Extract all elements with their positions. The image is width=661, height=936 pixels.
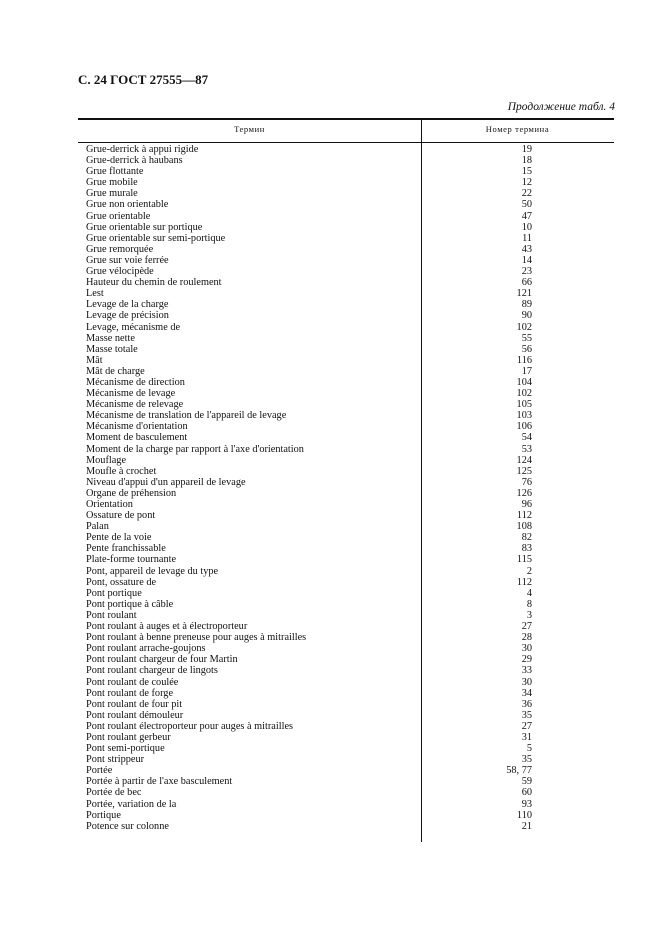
term-number-cell: 14 [521, 254, 532, 266]
term-number-cell: 47 [521, 210, 532, 222]
term-number-cell: 23 [521, 266, 532, 278]
table-row [86, 277, 532, 288]
table-row [86, 477, 532, 488]
term-number-cell: 96 [521, 499, 532, 510]
table-row [86, 299, 532, 310]
table-row [86, 399, 532, 410]
term-number-cell: 28 [521, 632, 532, 644]
table-row [86, 799, 532, 810]
term-number-cell: 43 [521, 243, 532, 255]
term-cell: Orientation [86, 499, 133, 510]
table-row [86, 554, 532, 565]
term-number-cell: 15 [521, 166, 532, 178]
table-row [86, 255, 532, 266]
term-number-cell: 35 [521, 754, 532, 766]
term-number-cell: 17 [521, 365, 532, 377]
table-row [86, 499, 532, 510]
term-number-cell: 108 [516, 521, 532, 533]
table-row [86, 643, 532, 654]
term-number-cell: 54 [521, 432, 532, 444]
table-header-rule [78, 142, 614, 143]
term-number-cell: 33 [521, 665, 532, 677]
term-cell: Pont roulant arrache-goujons [86, 643, 206, 655]
table-row [86, 310, 532, 321]
term-number-cell: 56 [521, 343, 532, 355]
term-cell: Pont, ossature de [86, 576, 157, 588]
table-row [86, 366, 532, 377]
term-number-cell: 82 [521, 532, 532, 544]
term-number-cell: 31 [521, 731, 532, 743]
term-cell: Pont strippeur [86, 754, 145, 766]
term-number-cell: 30 [521, 643, 532, 655]
table-row [86, 754, 532, 765]
table-row [86, 810, 532, 821]
term-cell: Mécanisme de levage [86, 388, 176, 400]
term-cell: Mécanisme de translation de l'appareil de levage [86, 410, 287, 422]
table-row [86, 721, 532, 732]
term-cell: Portique [86, 809, 121, 821]
table-row [86, 787, 532, 798]
term-cell: Portée de bec [86, 787, 142, 799]
table-row [86, 410, 532, 421]
table-row [86, 521, 532, 532]
table-row [86, 333, 532, 344]
term-cell: Mât [86, 354, 103, 366]
term-number-cell: 35 [521, 709, 532, 721]
term-cell: Grue vélocipède [86, 266, 154, 278]
table-row [86, 144, 532, 155]
term-number-cell: 124 [516, 454, 532, 466]
term-cell: Levage, mécanisme de [86, 321, 181, 333]
term-cell: Pont portique à câble [86, 598, 174, 610]
table-row [86, 188, 532, 199]
term-cell: Mécanisme de direction [86, 376, 185, 388]
term-cell: Pont roulant de four pit [86, 698, 183, 710]
table-row [86, 621, 532, 632]
table-row [86, 177, 532, 188]
table-row [86, 322, 532, 333]
table-row [86, 455, 532, 466]
term-cell: Moment de la charge par rapport à l'axe d'orientation [86, 443, 304, 455]
term-number-cell: 121 [516, 288, 532, 300]
table-row [86, 211, 532, 222]
term-cell: Grue-derrick à appui rigide [86, 144, 199, 155]
term-cell: Portée à partir de l'axe basculement [86, 776, 233, 788]
term-cell: Potence sur colonne [86, 820, 169, 832]
term-cell: Mécanisme d'orientation [86, 421, 188, 433]
table-row [86, 355, 532, 366]
term-number-cell: 11 [522, 232, 532, 244]
table-row [86, 688, 532, 699]
table-row [86, 488, 532, 499]
table-row [86, 821, 532, 832]
term-cell: Portée, variation de la [86, 798, 177, 810]
term-cell: Pont roulant à auges et à électroporteur [86, 621, 248, 633]
term-number-cell: 76 [521, 476, 532, 488]
term-cell: Grue flottante [86, 166, 144, 178]
table-row [86, 377, 532, 388]
table-row [86, 776, 532, 787]
term-cell: Grue remorquée [86, 243, 154, 255]
term-cell: Plate-forme tournante [86, 554, 177, 566]
term-cell: Pont roulant chargeur de four Martin [86, 654, 238, 666]
term-cell: Pont portique [86, 587, 142, 599]
table-row [86, 677, 532, 688]
term-cell: Masse totale [86, 343, 138, 355]
term-number-cell: 8 [526, 598, 532, 610]
term-number-cell: 34 [521, 687, 532, 699]
table-row [86, 432, 532, 443]
table-row [86, 566, 532, 577]
table-row [86, 288, 532, 299]
term-cell: Pont roulant démouleur [86, 709, 184, 721]
table-row [86, 466, 532, 477]
term-number-cell: 12 [521, 177, 532, 189]
term-number-cell: 105 [516, 399, 532, 411]
term-number-cell: 60 [521, 787, 532, 799]
table-row [86, 244, 532, 255]
term-cell: Organe de préhension [86, 487, 177, 499]
term-number-cell: 104 [516, 376, 532, 388]
table-row [86, 665, 532, 676]
term-number-cell: 59 [521, 776, 532, 788]
term-cell: Lest [86, 288, 104, 300]
table-row [86, 155, 532, 166]
term-cell: Mouflage [86, 454, 127, 466]
table-row [86, 732, 532, 743]
term-number-cell: 126 [516, 487, 532, 499]
term-number-cell: 66 [521, 277, 532, 289]
term-number-cell: 19 [521, 144, 532, 155]
term-number-cell: 89 [521, 299, 532, 311]
table-row [86, 510, 532, 521]
table-row [86, 699, 532, 710]
term-number-cell: 27 [521, 621, 532, 633]
term-number-cell: 36 [521, 698, 532, 710]
table-body [86, 144, 532, 832]
table-row [86, 532, 532, 543]
term-cell: Levage de la charge [86, 299, 169, 311]
term-number-cell: 83 [521, 543, 532, 555]
table-row [86, 588, 532, 599]
table-row [86, 743, 532, 754]
term-cell: Grue mobile [86, 177, 138, 189]
term-cell: Grue-derrick à haubans [86, 155, 183, 167]
table-row [86, 599, 532, 610]
term-number-cell: 53 [521, 443, 532, 455]
term-cell: Levage de précision [86, 310, 169, 322]
term-number-cell: 2 [526, 565, 532, 577]
term-cell: Hauteur du chemin de roulement [86, 277, 222, 289]
term-cell: Niveau d'appui d'un appareil de levage [86, 476, 246, 488]
term-number-cell: 110 [516, 809, 532, 821]
table-row [86, 444, 532, 455]
term-number-cell: 4 [526, 587, 532, 599]
table-row [86, 577, 532, 588]
table-row [86, 233, 532, 244]
term-cell: Grue orientable sur semi-portique [86, 232, 226, 244]
term-number-cell: 112 [516, 510, 532, 522]
term-number-cell: 21 [521, 820, 532, 832]
term-cell: Moment de basculement [86, 432, 188, 444]
table-row [86, 388, 532, 399]
term-number-cell: 18 [521, 155, 532, 167]
term-cell: Pont roulant de forge [86, 687, 174, 699]
term-number-cell: 3 [526, 609, 532, 621]
table-row [86, 199, 532, 210]
term-number-cell: 50 [521, 199, 532, 211]
term-cell: Pont, appareil de levage du type [86, 565, 219, 577]
term-number-cell: 102 [516, 388, 532, 400]
column-header-term: Термин [234, 124, 265, 134]
term-number-cell: 102 [516, 321, 532, 333]
term-cell: Pont roulant [86, 609, 137, 621]
table-row [86, 222, 532, 233]
term-cell: Palan [86, 521, 109, 533]
table-row [86, 654, 532, 665]
term-cell: Pont roulant à benne preneuse pour auges à mitrailles [86, 632, 307, 644]
term-number-cell: 27 [521, 720, 532, 732]
term-number-cell: 30 [521, 676, 532, 688]
table-row [86, 765, 532, 776]
term-number-cell: 115 [516, 554, 532, 566]
term-number-cell: 90 [521, 310, 532, 322]
term-number-cell: 103 [516, 410, 532, 422]
term-number-cell: 125 [516, 465, 532, 477]
column-header-number: Номер термина [485, 124, 550, 134]
table-row [86, 543, 532, 554]
term-number-cell: 29 [521, 654, 532, 666]
term-cell: Pont roulant de coulée [86, 676, 179, 688]
table-top-rule [78, 118, 614, 120]
term-cell: Grue orientable sur portique [86, 221, 203, 233]
term-number-cell: 55 [521, 332, 532, 344]
term-number-cell: 112 [516, 576, 532, 588]
term-number-cell: 22 [521, 188, 532, 200]
term-number-cell: 58, 77 [506, 765, 532, 777]
term-cell: Pont roulant chargeur de lingots [86, 665, 218, 677]
term-cell: Grue non orientable [86, 199, 169, 211]
term-cell: Grue orientable [86, 210, 151, 222]
term-cell: Mécanisme de relevage [86, 399, 184, 411]
term-cell: Pont semi-portique [86, 743, 165, 755]
term-cell: Portée [86, 765, 113, 777]
term-cell: Ossature de pont [86, 510, 156, 522]
table-row [86, 344, 532, 355]
table-row [86, 266, 532, 277]
term-cell: Pente franchissable [86, 543, 166, 555]
table-row [86, 632, 532, 643]
term-cell: Masse nette [86, 332, 135, 344]
term-number-cell: 106 [516, 421, 532, 433]
table-row [86, 710, 532, 721]
table-row [86, 166, 532, 177]
term-number-cell: 116 [516, 354, 532, 366]
table-row [86, 421, 532, 432]
term-cell: Grue sur voie ferrée [86, 254, 169, 266]
term-cell: Pont roulant électroporteur pour auges à mitrailles [86, 720, 294, 732]
term-cell: Grue murale [86, 188, 138, 200]
page-header: С. 24 ГОСТ 27555—87 [78, 72, 209, 87]
table-row [86, 610, 532, 621]
table-continuation-label: Продолжение табл. 4 [507, 101, 615, 113]
term-cell: Mât de charge [86, 365, 145, 377]
term-number-cell: 93 [521, 798, 532, 810]
term-number-cell: 5 [526, 743, 532, 755]
term-cell: Pont roulant gerbeur [86, 731, 171, 743]
term-cell: Pente de la voie [86, 532, 152, 544]
term-cell: Moufle à crochet [86, 465, 157, 477]
term-number-cell: 10 [521, 221, 532, 233]
